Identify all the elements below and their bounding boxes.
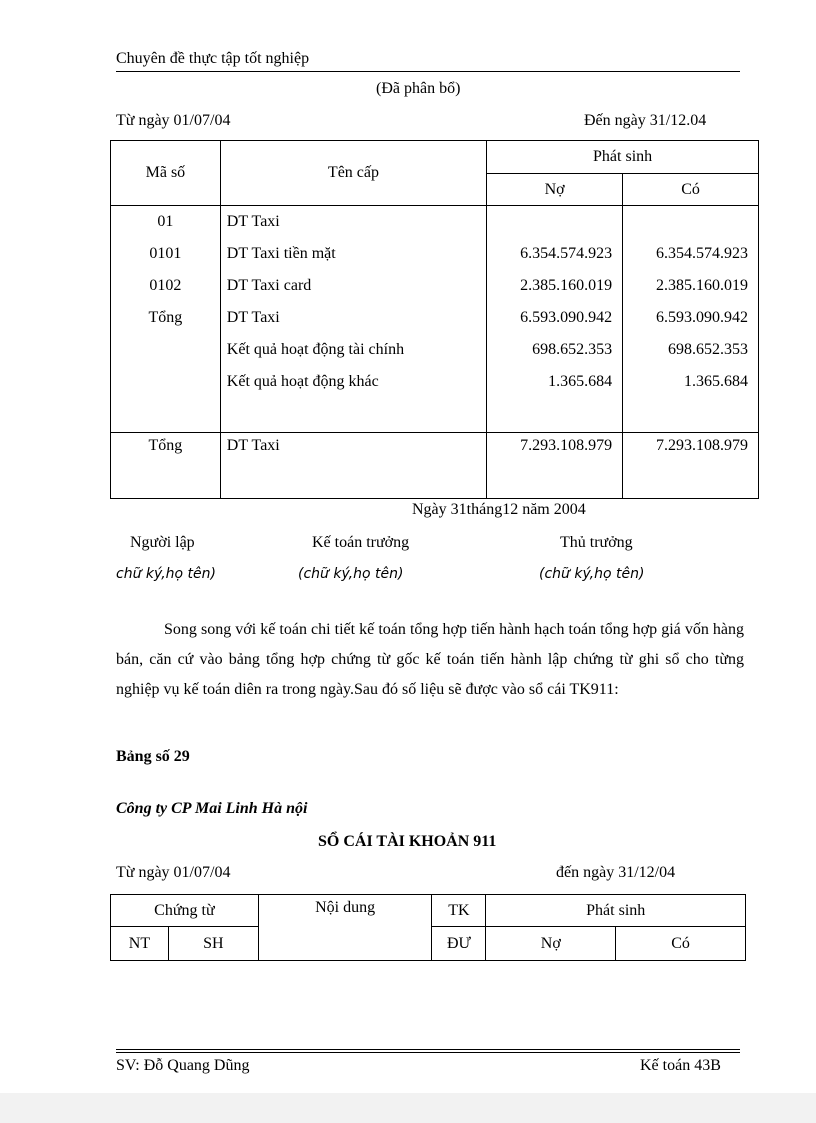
ledger-header-arising: Phát sinh [486, 895, 746, 927]
to-date: Đến ngày 31/12.04 [584, 112, 707, 129]
total-name: DT Taxi [220, 433, 486, 499]
row-code: 0101 [149, 245, 182, 262]
ledger-header-tk: TK [432, 895, 486, 927]
header-name: Tên cấp [220, 141, 486, 206]
header-credit: Có [623, 174, 759, 206]
row-debit: 6.593.090.942 [520, 309, 613, 326]
ledger-title: SỔ CÁI TÀI KHOẢN 911 [318, 833, 497, 850]
table-label: Bảng số 29 [116, 748, 190, 765]
paragraph-text: Song song với kế toán chi tiết kế toán tổng hợp tiến hành hạch toán tổng hợp giá vốn hàng bán, căn cứ vào bảng tổng hợp chứng từ gốc kế toán tiến hành lập chứng từ ghi sổ cho từng nghiệp vụ kế toán diên ra trong ngày.Sau đó số liệu sẽ được vào sổ cái TK911: [116, 621, 744, 698]
header-arising: Phát sinh [487, 141, 759, 174]
signature-role: Người lập [130, 534, 195, 551]
row-credit: 6.593.090.942 [656, 309, 748, 326]
row-name: DT Taxi card [226, 277, 312, 294]
row-credit [623, 208, 748, 240]
body-block [111, 206, 759, 433]
signature-note: (chữ ký,họ tên) [539, 566, 645, 582]
row-code: Tổng [148, 309, 183, 326]
from-date: Từ ngày 01/07/04 [116, 112, 231, 129]
row-debit: 1.365.684 [548, 373, 613, 390]
footer-student: SV: Đỗ Quang Dũng [116, 1057, 250, 1074]
signature-note: (chữ ký,họ tên) [298, 566, 404, 582]
ledger-header-debit: Nợ [486, 927, 616, 961]
ledger-header-voucher: Chứng từ [111, 895, 259, 927]
ledger-header-content: Nội dung [258, 895, 432, 961]
report-subtitle: (Đã phân bổ) [376, 80, 461, 97]
signature-role: Kế toán trưởng [312, 534, 410, 551]
row-debit: 698.652.353 [532, 341, 613, 358]
signature-role: Thủ trưởng [560, 534, 633, 551]
footer-rule-top [116, 1049, 740, 1050]
row-credit: 2.385.160.019 [656, 277, 748, 294]
header-code: Mã số [111, 141, 221, 206]
company-name: Công ty CP Mai Linh Hà nội [116, 800, 308, 817]
row-credit: 698.652.353 [668, 341, 748, 358]
row-debit [487, 208, 612, 240]
ledger-header-du: ĐƯ [432, 927, 486, 961]
ledger-to-date: đến ngày 31/12/04 [556, 864, 676, 881]
ledger-header-nt: NT [111, 927, 169, 961]
header-title: Chuyên đề thực tập tốt nghiệp [116, 50, 310, 67]
date-line: Ngày 31tháng12 năm 2004 [412, 501, 586, 518]
row-debit: 2.385.160.019 [520, 277, 613, 294]
footer-rule-bottom [116, 1052, 740, 1053]
row-name: Kết quả hoạt động tài chính [226, 341, 405, 358]
row-code: 01 [157, 213, 174, 230]
ledger-header-sh: SH [168, 927, 258, 961]
total-row [111, 433, 759, 499]
report-table [110, 140, 759, 499]
row-name: Kết quả hoạt động khác [226, 373, 379, 390]
row-name: DT Taxi [226, 213, 280, 230]
page-bottom-band [0, 1093, 816, 1123]
signature-note: chữ ký,họ tên) [116, 566, 216, 582]
header-debit: Nợ [487, 174, 623, 206]
ledger-from-date: Từ ngày 01/07/04 [116, 864, 231, 881]
ledger-table [110, 894, 746, 961]
row-code: 0102 [149, 277, 182, 294]
total-credit: 7.293.108.979 [623, 433, 759, 499]
header-rule [116, 71, 740, 72]
ledger-header-credit: Có [616, 927, 746, 961]
row-credit: 6.354.574.923 [656, 245, 748, 262]
total-debit: 7.293.108.979 [487, 433, 623, 499]
row-debit: 6.354.574.923 [520, 245, 613, 262]
total-code: Tổng [111, 433, 221, 499]
footer-class: Kế toán 43B [640, 1057, 721, 1074]
row-name: DT Taxi [226, 309, 280, 326]
row-name: DT Taxi tiền mặt [226, 245, 336, 262]
body-paragraph [116, 615, 744, 705]
row-credit: 1.365.684 [684, 373, 748, 390]
